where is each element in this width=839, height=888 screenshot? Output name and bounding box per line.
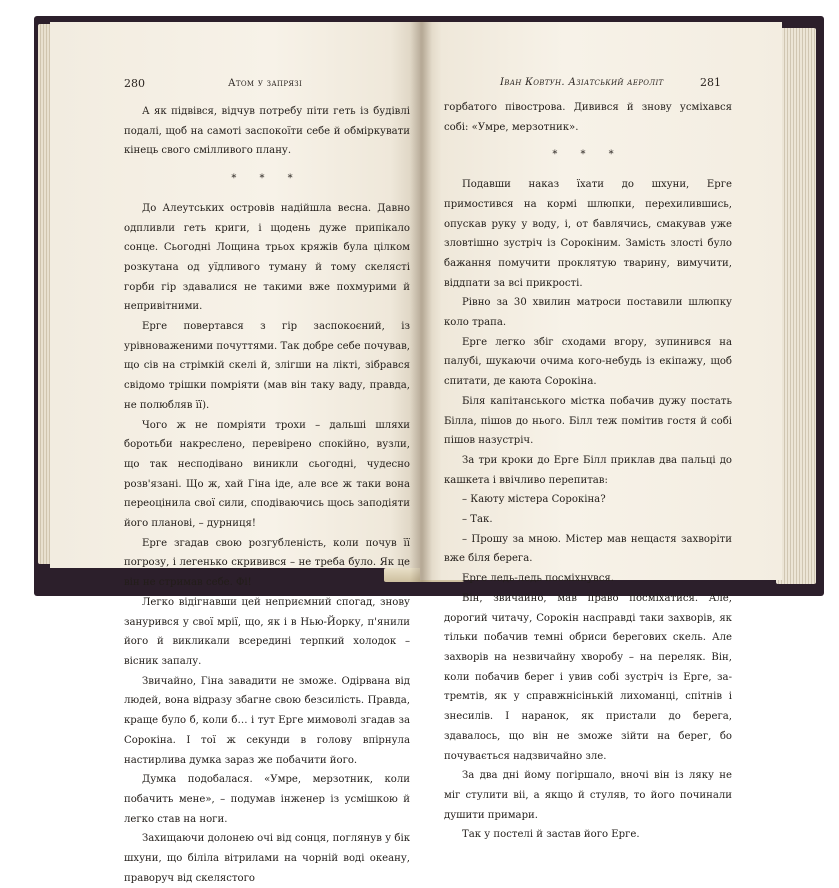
section-break: * * * [552,149,624,161]
paragraph: Ерге ледь-ледь посміхнувся. [462,573,614,585]
left-page-number: 280 [124,77,145,90]
paragraph: Легко відігнавши цей неприємний спогад, знову занурився у свої мрії, що, як і в Нью-Йорку, п'янили його й викликали всередині терпкий холодок – вісник запалу. [124,596,410,667]
paragraph: Звичайно, Гіна завадити не зможе. Одірвана від людей, вона відразу збагне свою безсилість. Правда, краще було б, коли б… і тут Ерге мимоволі згадав за Сорокіна. І тої ж секунди в голову впірнула настирлива думка зараз же побачити його. [124,675,410,766]
paragraph: Рівно за 30 хвилин матроси поставили шлюпку коло трапа. [444,297,732,329]
paragraph: Чого ж не помріяти трохи – дальші шляхи боротьби накреслено, перевірено спокійно, вузли, що так несподівано виникли сьогодні, чудесно розв'язані. Що ж, хай Гіна іде, але все ж таки вона переоцінила свої сили, сподіваючись щось заподіяти його планові, – дурниця! [124,419,410,530]
paragraph: Так у постелі й застав його Ерге. [462,829,640,841]
left-running-head: Атом у запрязі [228,78,303,89]
section-break: * * * [231,173,303,185]
right-page [420,22,782,841]
right-page-number: 281 [700,76,721,89]
right-running-head: Іван Ковтун. Азіатський аерoліт [500,77,664,88]
paragraph: За три кроки до Ерге Білл приклав два пальці до кашкета і ввічливо перепитав: [444,454,732,486]
page-edges-right [776,28,816,584]
paragraph: Подавши наказ їхати до шхуни, Ерге примостився на кормі шлюпки, перехилившись, опускав руку у воду, і, от бавлячись, смакував уже зловтішно зустріч із Сорокіним. Замість злості було бажання помучити проклятую тварину, вимучити, віддпати за всі прикрості. [444,179,732,289]
paragraph: За два дні йому погіршало, вночі він із ляку не міг стулити віі, а якщо й стуляв, то його починали душити примари. [444,770,732,821]
paragraph: А як підвівся, відчув потребу піти геть із будівлі подалі, щоб на самоті заспокоїти себе й обміркувати кінець свого смілливого плану. [124,106,410,157]
paragraph: Ерге повертався з гір заспокоєний, із урівноваженими почуттями. Так добре себе почував, що сів на стрімкій скелі й, злігши на лікті, зібрався свідомо трішки помріяти (мав він таку ваду, правда, не полюбляв її). [124,321,410,411]
paragraph: Ерге легко збіг сходами вгору, зупинився на палубі, шукаючи очима кого-небудь із екіпажу, щоб спитати, де каюта Сорокіна. [444,336,732,388]
paragraph: Біля капітанського містка побачив дужу постать Білла, пішов до нього. Білл теж помітив гостя й собі пішов назустріч. [444,395,732,447]
right-page-text [444,98,732,845]
dialogue-line: – Каюту містера Сорокіна? [462,494,606,506]
paragraph: Захищаючи долонею очі від сонця, поглянув у бік шхуни, що біліла вітрилами на чорній воді океану, праворуч від скелястого [124,833,410,884]
left-page [50,22,420,884]
paragraph: Думка подобалася. «Умре, мерзотник, коли побачить мене», – подумав інженер із усмішкою й легко став на ноги. [124,774,410,825]
dialogue-line: – Так. [462,514,493,526]
left-page-text [124,102,410,888]
paragraph: горбатого півострова. Дивився й знову усміхався собі: «Умре, мерзотник». [444,102,732,133]
paragraph: До Алеутських островів надійшла весна. Давно одпливли геть криги, і щодень дуже припікало сонце. Сьогодні Лощина трьох кряжів була цілком розкутана од уїдливого туману й тому скелясті горби гір здавалися не такими вже похмурими й непривітними. [124,202,410,313]
dialogue-line: – Прошу за мною. Містер мав нещастя захворіти вже біля берега. [444,533,732,565]
book-spine-shadow [410,20,432,582]
paragraph: Ерге згадав свою розгубленість, коли почув її погрозу, і легенько скривився – не треба було. Як це він не стримав себе. Фі! [124,537,410,589]
paragraph: Він, звичайно, мав право посміхатися. Але, дорогий читачу, Сорокін насправді таки захворів, як тільки побачив темні обриси берегових скель. Але захворів на незвичайну хворобу – на переляк. Він, коли побачив берег і увив собі зустріч із Ерге, затремтів, як у справжнісінькій лихоманці, спітнів і знесилів. І наранок, як пристали до берега, здавалось, що він не зможе зійти на берег, бо почувається надзвичайно зле. [444,592,732,762]
